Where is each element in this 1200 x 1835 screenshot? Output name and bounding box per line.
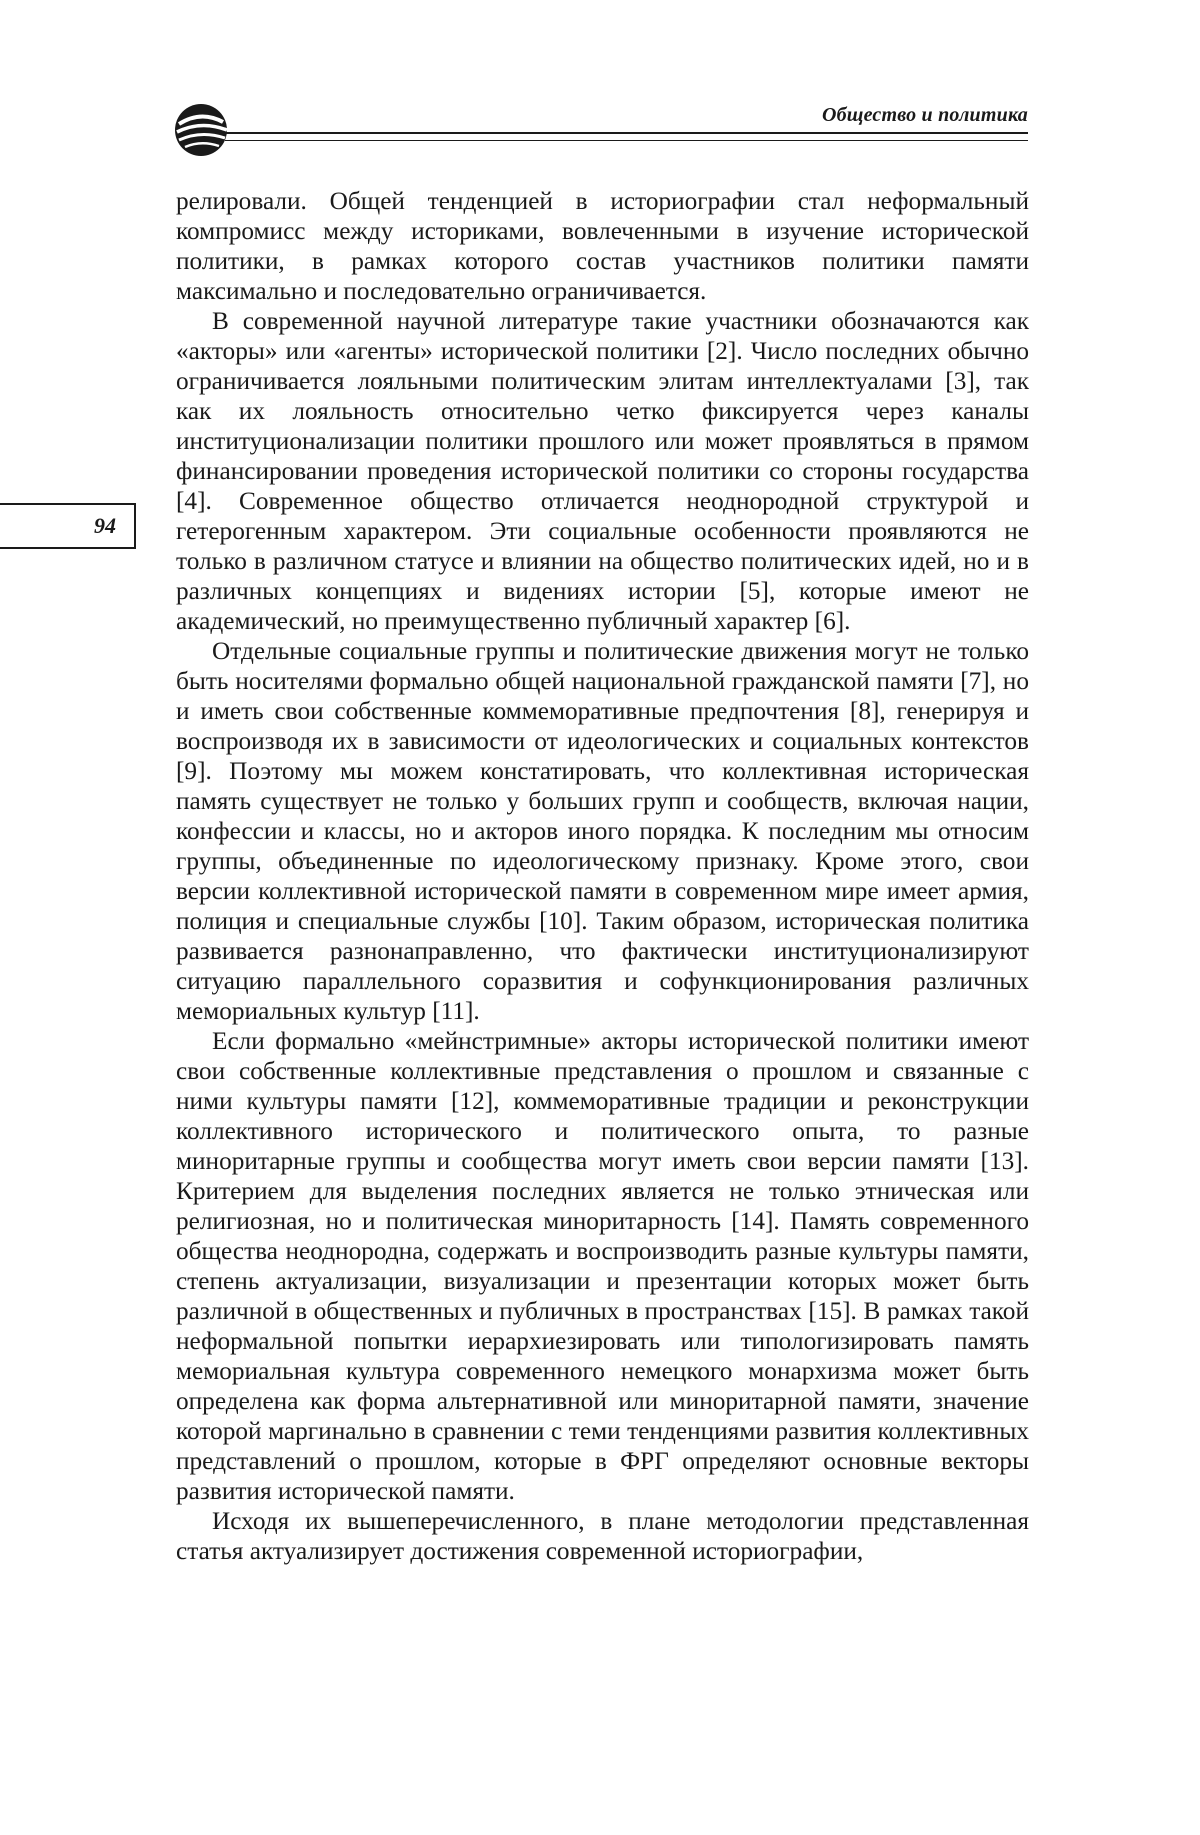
page-number-box: [0, 503, 136, 549]
article-body: [176, 186, 1029, 1566]
paragraph: Если формально «мейнстримные» акторы исторической политики имеют свои собственные коллективные представления о прошлом и связанные с ними культуры памяти [12], коммеморативные традиции и реконструкции коллективного исторического и политического опыта, то разные миноритарные группы и сообщества могут иметь свои версии памяти [13]. Критерием для выделения последних является не только этническая или религиозная, но и политическая миноритарность [14]. Память современного общества неоднородна, содержать и воспроизводить разные культуры памяти, степень актуализации, визуализации и презентации которых может быть различной в общественных и публичных в пространствах [15]. В рамках такой неформальной попытки иерархиезировать или типологизировать память мемориальная культура современного немецкого монархизма может быть определена как форма альтернативной или миноритарной памяти, значение которой маргинально в сравнении с теми тенденциями развития коллективных представлений о прошлом, которые в ФРГ определяют основные векторы развития исторической памяти.: [176, 1027, 1029, 1505]
journal-logo-icon: [173, 100, 235, 160]
paragraph: релировали. Общей тенденцией в историографии стал неформальный компромисс между историками, вовлеченными в изучение исторической политики, в рамках которого состав участников политики памяти максимально и последовательно ограничивается.: [176, 187, 1029, 305]
running-header: [173, 96, 1028, 146]
paragraph: Исходя их вышеперечисленного, в плане методологии представленная статья актуализирует достижения современной историографии,: [176, 1507, 1029, 1565]
paragraph: В современной научной литературе такие участники обозначаются как «акторы» или «агенты» исторической политики [2]. Число последних обычно ограничивается лояльными политическим элитам интеллектуалами [3], так как их лояльность относительно четко фиксируется через каналы институционализации политики прошлого или может проявляться в прямом финансировании проведения исторической политики со стороны государства [4]. Современное общество отличается неоднородной структурой и гетерогенным характером. Эти социальные особенности проявляются не только в различном статусе и влиянии на общество политических идей, но и в различных концепциях и видениях истории [5], которые имеют не академический, но преимущественно публичный характер [6].: [176, 307, 1029, 635]
section-title: Общество и политика: [821, 104, 1028, 126]
header-rule: [225, 132, 1028, 141]
page-number: 94: [94, 513, 116, 538]
paragraph: Отдельные социальные группы и политические движения могут не только быть носителями формально общей национальной гражданской памяти [7], но и иметь свои собственные коммеморативные предпочтения [8], генерируя и воспроизводя их в зависимости от идеологических и социальных контекстов [9]. Поэтому мы можем констатировать, что коллективная историческая память существует не только у больших групп и сообществ, включая нации, конфессии и классы, но и акторов иного порядка. К последним мы относим группы, объединенные по идеологическому признаку. Кроме этого, свои версии коллективной исторической памяти в современном мире имеет армия, полиция и специальные службы [10]. Таким образом, историческая политика развивается разнонаправленно, что фактически институционализируют ситуацию параллельного соразвития и софункционирования различных мемориальных культур [11].: [176, 637, 1029, 1025]
